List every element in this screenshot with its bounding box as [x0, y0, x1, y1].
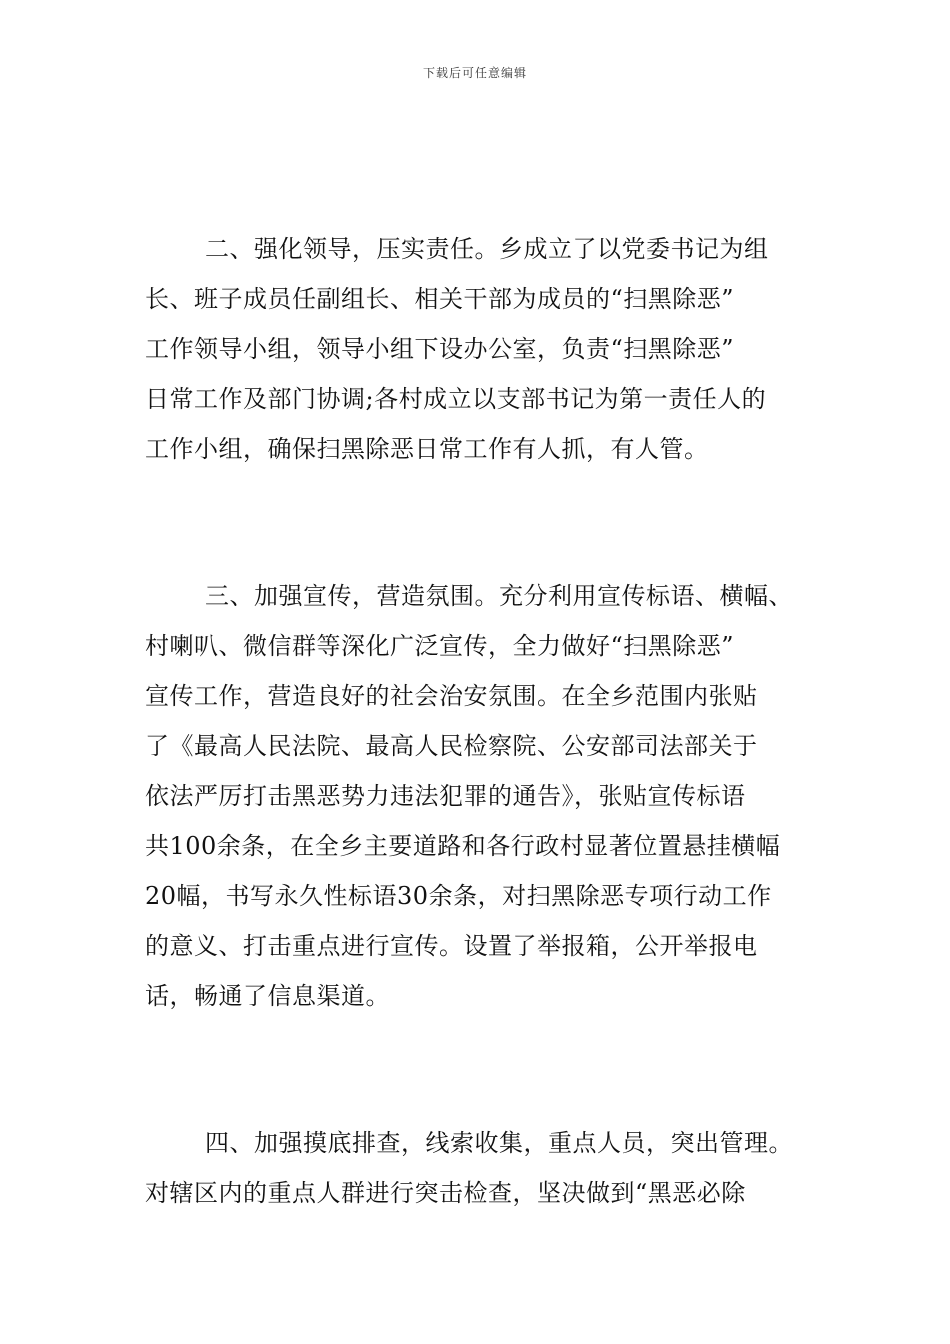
paragraph-3-line-9: 话，畅通了信息渠道。	[145, 982, 390, 1010]
paragraph-3-line-4: 了《最高人民法院、最高人民检察院、公安部司法部关于	[145, 732, 758, 760]
paragraph-3-line-7: 20幅，书写永久性标语30余条，对扫黑除恶专项行动工作	[145, 882, 772, 910]
paragraph-3-line-1: 三、加强宣传，营造氛围。充分利用宣传标语、横幅、	[205, 582, 793, 610]
paragraph-2-line-1: 二、强化领导，压实责任。乡成立了以党委书记为组	[205, 235, 769, 263]
paragraph-2-line-3: 工作领导小组，领导小组下设办公室，负责“扫黑除恶”	[145, 335, 735, 363]
paragraph-3-line-2: 村喇叭、微信群等深化广泛宣传，全力做好“扫黑除恶”	[145, 632, 735, 660]
paragraph-2-line-4: 日常工作及部门协调;各村成立以支部书记为第一责任人的	[145, 385, 767, 413]
paragraph-2-line-2: 长、班子成员任副组长、相关干部为成员的“扫黑除恶”	[145, 285, 735, 313]
paragraph-4-line-1: 四、加强摸底排查，线索收集，重点人员，突出管理。	[205, 1129, 793, 1157]
paragraph-3-line-3: 宣传工作，营造良好的社会治安氛围。在全乡范围内张贴	[145, 682, 758, 710]
paragraph-3-line-8: 的意义、打击重点进行宣传。设置了举报箱，公开举报电	[145, 932, 758, 960]
paragraph-2-line-5: 工作小组，确保扫黑除恶日常工作有人抓，有人管。	[145, 435, 709, 463]
paragraph-4-line-2: 对辖区内的重点人群进行突击检查，坚决做到“黑恶必除	[145, 1179, 746, 1207]
page-header: 下载后可任意编辑	[422, 66, 527, 80]
paragraph-3-line-6: 共100余条，在全乡主要道路和各行政村显著位置悬挂横幅	[145, 832, 781, 860]
paragraph-3-line-5: 依法严厉打击黑恶势力违法犯罪的通告》，张贴宣传标语	[145, 782, 746, 810]
